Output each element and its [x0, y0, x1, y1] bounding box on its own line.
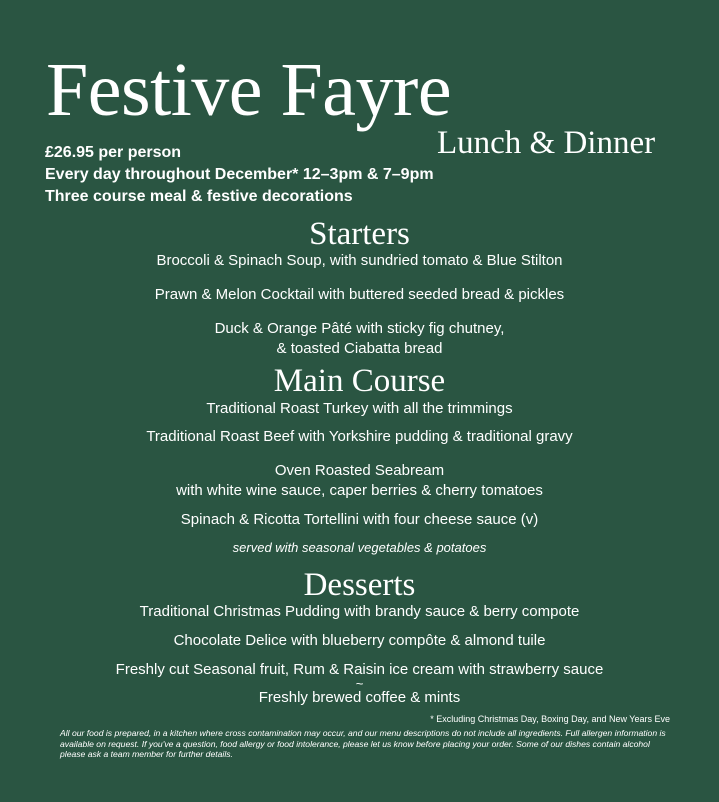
starter-item: Prawn & Melon Cocktail with buttered seeded bread & pickles: [154, 286, 565, 303]
coffee-item: Freshly brewed coffee & mints: [258, 689, 461, 706]
main-item: Spinach & Ricotta Tortellini with four cheese sauce (v): [180, 511, 539, 528]
main-course-heading: Main Course: [273, 363, 446, 399]
main-item-continued: with white wine sauce, caper berries & cherry tomatoes: [176, 482, 543, 499]
main-item: Oven Roasted Seabream: [274, 462, 445, 479]
price-text: £26.95 per person: [45, 144, 182, 161]
menu-info: [45, 142, 434, 208]
footnote: * Excluding Christmas Day, Boxing Day, and New Years Eve: [430, 714, 670, 724]
dessert-item: Chocolate Delice with blueberry compôte & almond tuile: [173, 632, 546, 649]
starter-item: Broccoli & Spinach Soup, with sundried tomato & Blue Stilton: [156, 252, 563, 269]
main-course-note: served with seasonal vegetables & potatoes: [232, 540, 487, 555]
starters-heading: Starters: [309, 216, 410, 252]
description-text: Three course meal & festive decorations: [45, 188, 353, 205]
starter-item-continued: & toasted Ciabatta bread: [276, 340, 443, 357]
starter-item: Duck & Orange Pâté with sticky fig chutney,: [214, 320, 505, 337]
main-item: Traditional Roast Turkey with all the trimmings: [206, 400, 513, 417]
menu-subtitle: Lunch & Dinner: [437, 125, 656, 161]
availability-text: Every day throughout December* 12–3pm & 7–9pm: [45, 166, 434, 183]
dessert-item: Traditional Christmas Pudding with brandy sauce & berry compote: [139, 603, 580, 620]
allergen-disclaimer: All our food is prepared, in a kitchen where cross contamination may occur, and our menu descriptions do not include all ingredients. Full allergen information is available on request. If you've a question, food allergy or food intolerance, please let us know before placing your order. Some of our dishes contain alcohol please ask a team member for further details.: [60, 728, 666, 759]
main-item: Traditional Roast Beef with Yorkshire pudding & traditional gravy: [146, 428, 573, 445]
menu-title: Festive Fayre: [46, 48, 452, 132]
separator-tilde: ~: [355, 676, 364, 691]
desserts-heading: Desserts: [303, 567, 416, 603]
dessert-item: Freshly cut Seasonal fruit, Rum & Raisin ice cream with strawberry sauce: [115, 661, 604, 678]
